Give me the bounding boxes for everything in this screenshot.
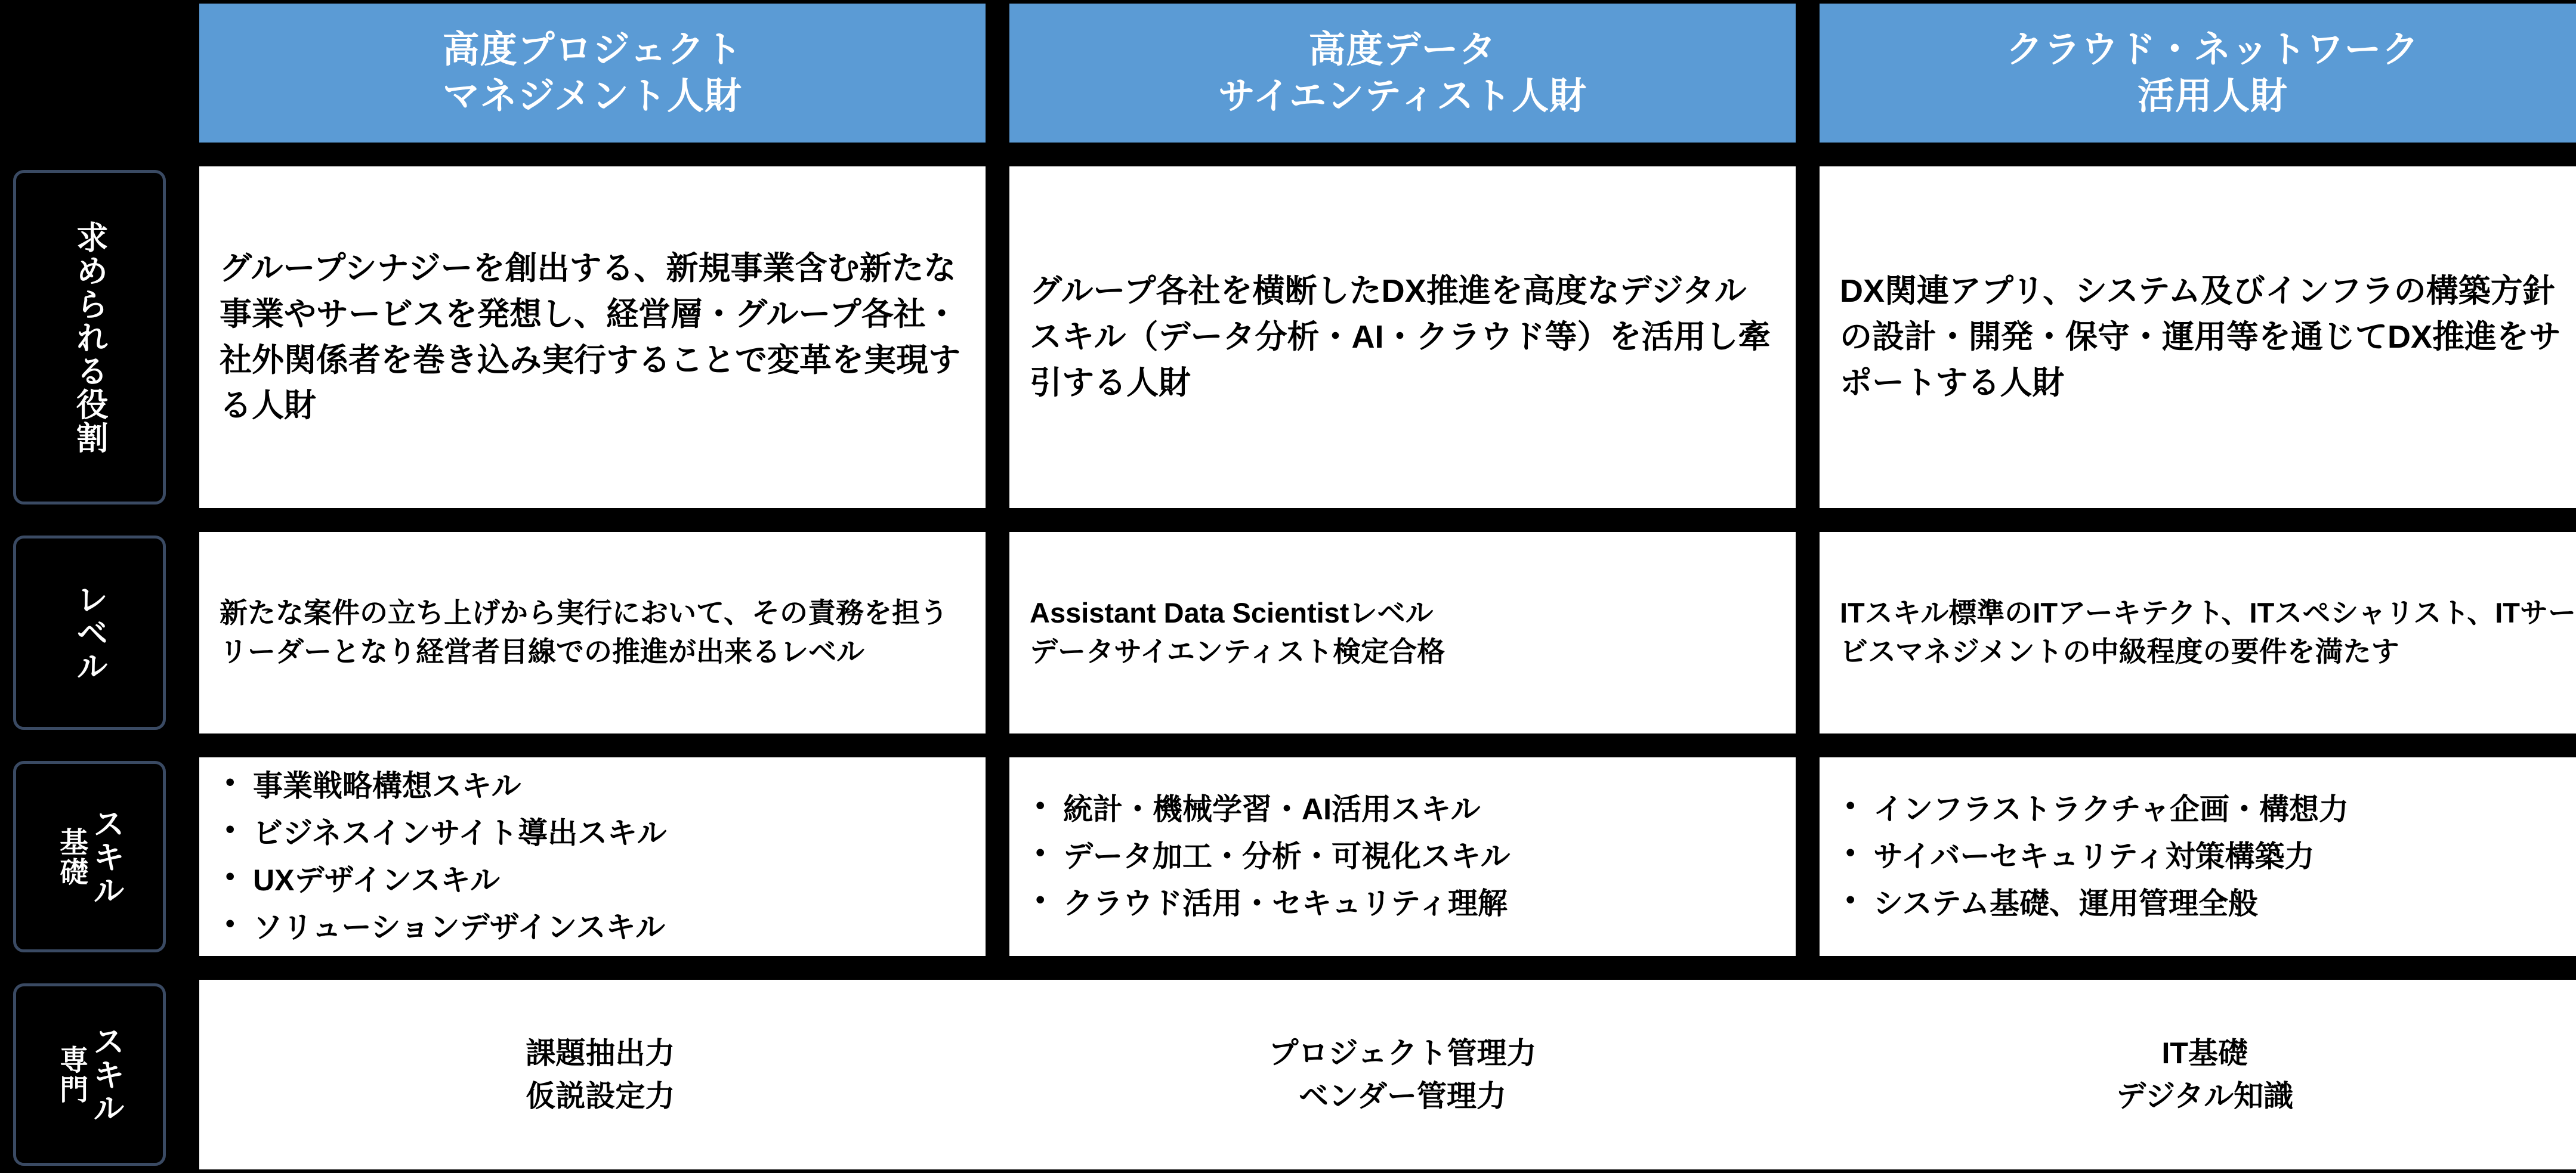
- row-label-level-text: レベル: [72, 583, 108, 683]
- row-label-basic-skills: [13, 761, 166, 952]
- cell-level-cloud-network: [1816, 528, 2576, 737]
- list-item: • ビジネスインサイト導出スキル: [253, 810, 965, 857]
- special-skill-line2: デジタル知識: [2116, 1079, 2294, 1113]
- row-label-special-skills-sub: 専門: [55, 1045, 87, 1104]
- special-skill-line1: プロジェクト管理力: [1268, 1036, 1537, 1070]
- special-skills-data-scientist: [1002, 1032, 1804, 1118]
- special-skill-line1: IT基礎: [2161, 1036, 2248, 1070]
- column-header-project-management: [196, 0, 989, 146]
- list-item: • システム基礎、運用管理全般: [1873, 880, 2576, 927]
- list-item: • 事業戦略構想スキル: [253, 763, 965, 810]
- cell-basic-skills-data-scientist: [1006, 754, 1799, 960]
- column-header-line2: マネジメント人財: [442, 75, 743, 117]
- cell-role-project-management: [196, 163, 989, 512]
- row-label-basic-skills-sub: 基礎: [55, 827, 87, 887]
- list-item: • ソリューションデザインスキル: [253, 904, 965, 951]
- bullet-list: [1840, 786, 2576, 927]
- cell-level-project-management: [196, 528, 989, 737]
- row-label-special-skills: [13, 983, 166, 1166]
- special-skill-line1: 課題抽出力: [526, 1036, 675, 1070]
- list-item: • サイバーセキュリティ対策構築力: [1873, 833, 2576, 880]
- row-label-role-text: 求められる役割: [72, 220, 108, 454]
- cell-text: ITスキル標準のITアーキテクト、ITスペシャリスト、ITサービスマネジメントの中級程度の要件を満たす: [1840, 597, 2576, 667]
- cell-text-line2: データサイエンティスト検定合格: [1030, 636, 1445, 667]
- cell-basic-skills-cloud-network: [1816, 754, 2576, 960]
- row-label-basic-skills-main: スキル: [88, 806, 125, 907]
- column-header-data-scientist: [1006, 0, 1799, 146]
- special-skill-line2: 仮説設定力: [526, 1079, 675, 1113]
- list-item: • インフラストラクチャ企画・構想力: [1873, 786, 2576, 833]
- bullet-list: [1030, 786, 1775, 927]
- cell-role-cloud-network: [1816, 163, 2576, 512]
- cell-role-data-scientist: [1006, 163, 1799, 512]
- column-header-line2: 活用人財: [2137, 75, 2288, 117]
- special-skills-cloud-network: [1803, 1032, 2576, 1118]
- cell-text: グループシナジーを創出する、新規事業含む新たな事業やサービスを発想し、経営層・グループ各社・社外関係者を巻き込み実行することで変革を実現する人財: [220, 250, 960, 424]
- cell-text: 新たな案件の立ち上げから実行において、その責務を担うリーダーとなり経営者目線での推進が出来るレベル: [220, 597, 949, 667]
- row-label-special-skills-main: スキル: [88, 1025, 125, 1125]
- corner-spacer: [0, 0, 179, 146]
- row-label-role: [13, 170, 166, 505]
- column-header-cloud-network: [1816, 0, 2576, 146]
- cell-text: グループ各社を横断したDX推進を高度なデジタルスキル（データ分析・AI・クラウド等）を活用し牽引する人財: [1030, 273, 1771, 401]
- list-item: • クラウド活用・セキュリティ理解: [1063, 880, 1775, 927]
- column-header-line1: 高度データ: [1308, 29, 1497, 70]
- bullet-list: [220, 763, 965, 951]
- special-skills-project-management: [199, 1032, 1002, 1118]
- cell-text-line1: Assistant Data Scientistレベル: [1030, 597, 1434, 629]
- cell-level-data-scientist: [1006, 528, 1799, 737]
- column-header-line1: 高度プロジェクト: [442, 29, 743, 70]
- row-label-level: [13, 536, 166, 730]
- cell-basic-skills-project-management: [196, 754, 989, 960]
- column-header-line1: クラウド・ネットワーク: [2006, 29, 2420, 70]
- list-item: • データ加工・分析・可視化スキル: [1063, 833, 1775, 880]
- list-item: • UXデザインスキル: [253, 857, 965, 904]
- cell-text: DX関連アプリ、システム及びインフラの構築方針の設計・開発・保守・運用等を通じてDX推進をサポートする人財: [1840, 273, 2562, 401]
- list-item: • 統計・機械学習・AI活用スキル: [1063, 786, 1775, 833]
- special-skill-line2: ベンダー管理力: [1298, 1079, 1506, 1113]
- column-header-line2: サイエンティスト人財: [1218, 75, 1587, 117]
- cell-special-skills-row: [196, 976, 2576, 1173]
